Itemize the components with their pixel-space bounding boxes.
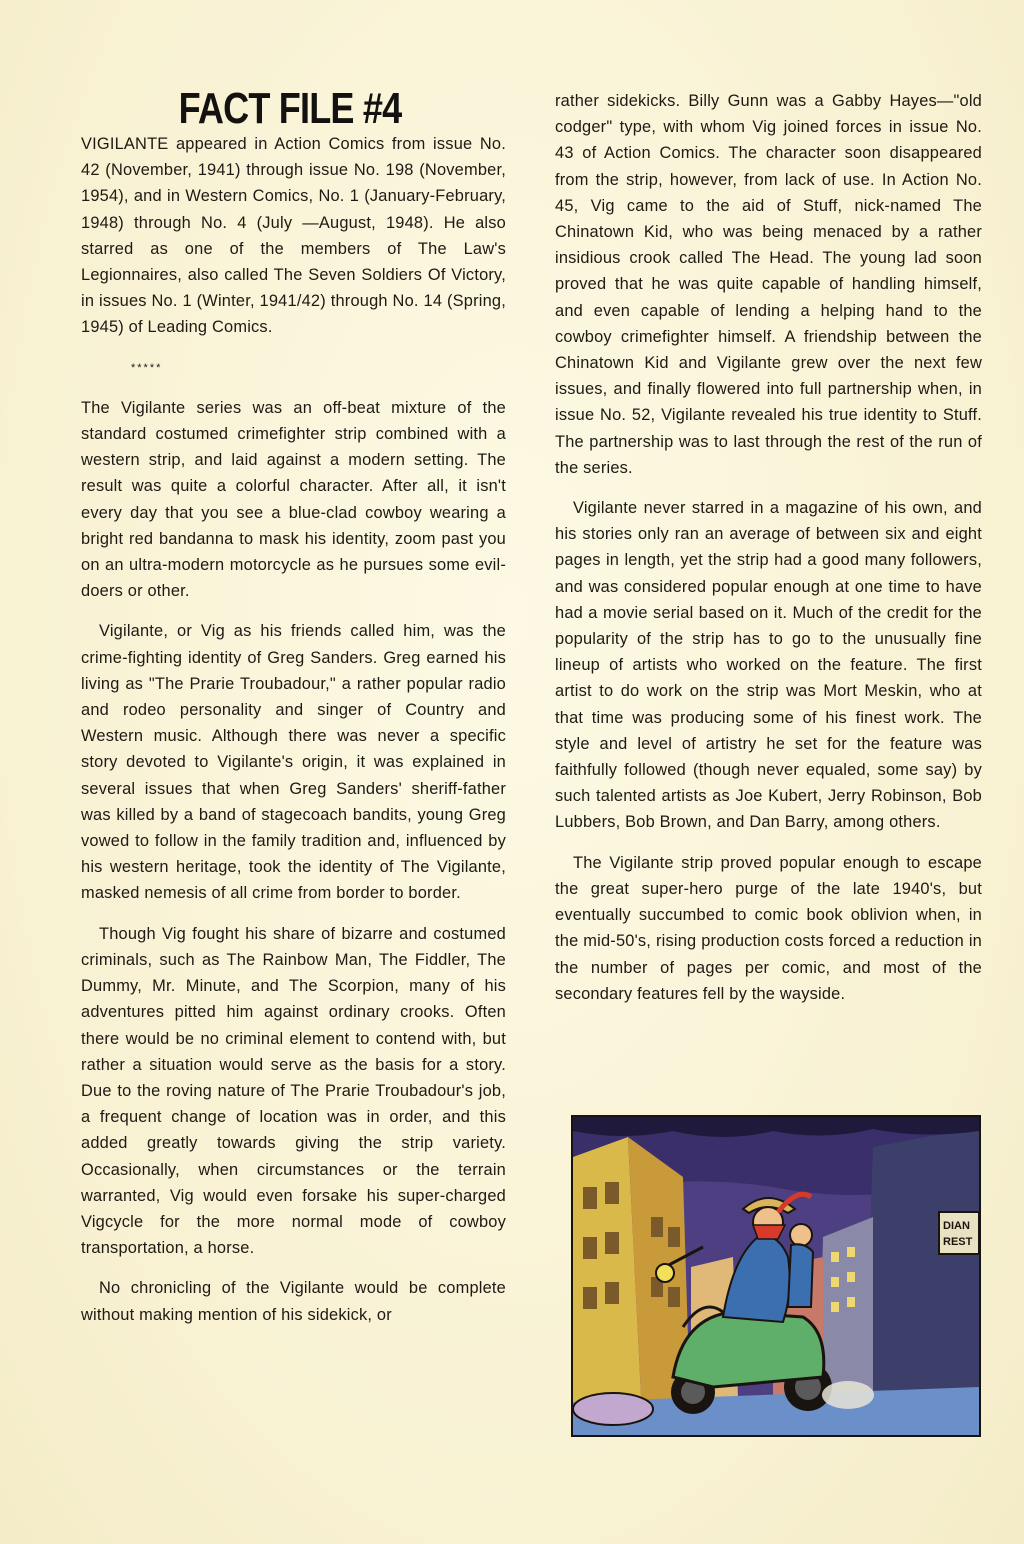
parked-car: [573, 1393, 653, 1425]
sidekick-body: [788, 1244, 813, 1307]
body-paragraph: The Vigilante series was an off-beat mixture of the standard costumed crimefighter strip combined with a western strip, and laid against a modern setting. The result was quite a colorful character. After all, it isn't every day that you see a blue-clad cowboy wearing a bright red bandanna to mask his identity, zoom past you on an ultra-modern motorcycle as he pursues some evil-doers or other.: [81, 398, 506, 601]
intro-paragraph: VIGILANTE appeared in Action Comics from issue No. 42 (November, 1941) through issue No. 198 (November, 1954), and in Western Comics, No. 1 (January-February, 1948) through No. 4 (July —August, 1948). He also starred as one of the members of The Law's Legionnaires, also called The Seven Soldiers Of Victory, in issues No. 1 (Winter, 1941/42) through No. 14 (Spring, 1945) of Leading Comics.: [81, 135, 506, 337]
page-title: FACT FILE #4: [178, 84, 402, 133]
right-column: [555, 88, 982, 1021]
body-paragraph: No chronicling of the Vigilante would be complete without making mention of his sidekick, or: [81, 1279, 506, 1324]
left-column: [81, 131, 506, 1342]
body-paragraph: Vigilante never starred in a magazine of his own, and his stories only ran an average of between six and eight pages in length, yet the strip had a good many followers, and was considered popular enough at one time to have had a movie serial based on it. Much of the credit for the popularity of the strip has to go to the unusually fine lineup of artists who worked on the feature. The first artist to do work on the strip was Mort Meskin, who at that time was producing some of his finest work. The style and level of artistry he set for the feature was faithfully followed (though never equaled, some say) by such talented artists as Joe Kubert, Jerry Robinson, Bob Lubbers, Bob Brown, and Dan Barry, among others.: [555, 499, 982, 832]
body-paragraph: The Vigilante strip proved popular enough to escape the great super-hero purge of the late 1940's, but eventually succumbed to comic book oblivion when, in the mid-50's, rising production costs forced a reduction in the number of pages per comic, and most of the secondary features fell by the wayside.: [555, 853, 982, 1003]
body-paragraph: rather sidekicks. Billy Gunn was a Gabby Hayes—"old codger" type, with whom Vig joined forces in issue No. 43 of Action Comics. The character soon disappeared from the strip, however, from lack of use. In Action No. 45, Vig came to the aid of Stuff, nick-named The Chinatown Kid, who was being menaced by a rather insidious crook called The Head. The young lad soon proved that he was quite capable of handling himself, and even capable of lending a helping hand to the cowboy crimefighter himself. A friendship between the Chinatown Kid and Vigilante grew over the next few issues, and finally flowered into full partnership when, in issue No. 52, Vigilante revealed his true identity to Stuff. The partnership was to last through the rest of the run of the series.: [555, 92, 982, 477]
body-paragraph: Vigilante, or Vig as his friends called him, was the crime-fighting identity of Greg Sanders. Greg earned his living as "The Prarie Troubadour," a rather popular radio and rodeo personality and singer of Country and Western music. Although there was never a specific story devoted to Vigilante's origin, it was explained in several issues that when Greg Sanders' sheriff-father was killed by a band of stagecoach bandits, young Greg vowed to follow in the family tradition and, influenced by his western heritage, took the identity of The Vigilante, masked nemesis of all crime from border to border.: [81, 622, 506, 903]
vigilante-motorcycle-image: [573, 1117, 979, 1435]
sign-text-line2: REST: [943, 1236, 973, 1248]
body-paragraph: Though Vig fought his share of bizarre and costumed criminals, such as The Rainbow Man, The Fiddler, The Dummy, Mr. Minute, and The Scorpion, many of his adventures pitted him against ordinary crooks. Often there would be no criminal element to contend with, but rather a situation would serve as the basis for a story. Due to the roving nature of The Prarie Troubadour's job, a frequent change of location was in order, and this added greatly towards giving the strip variety. Occasionally, when circumstances or the terrain warranted, Vig would even forsake his super-charged Vigcycle for the more normal mode of cowboy transportation, a horse.: [81, 924, 506, 1258]
street-lamp: [656, 1264, 674, 1282]
sign-text-line1: DIAN: [943, 1220, 970, 1232]
comic-panel-illustration: [571, 1115, 981, 1437]
sidekick-head: [790, 1224, 812, 1246]
exhaust-dust: [822, 1381, 874, 1409]
section-separator: *****: [131, 361, 163, 374]
